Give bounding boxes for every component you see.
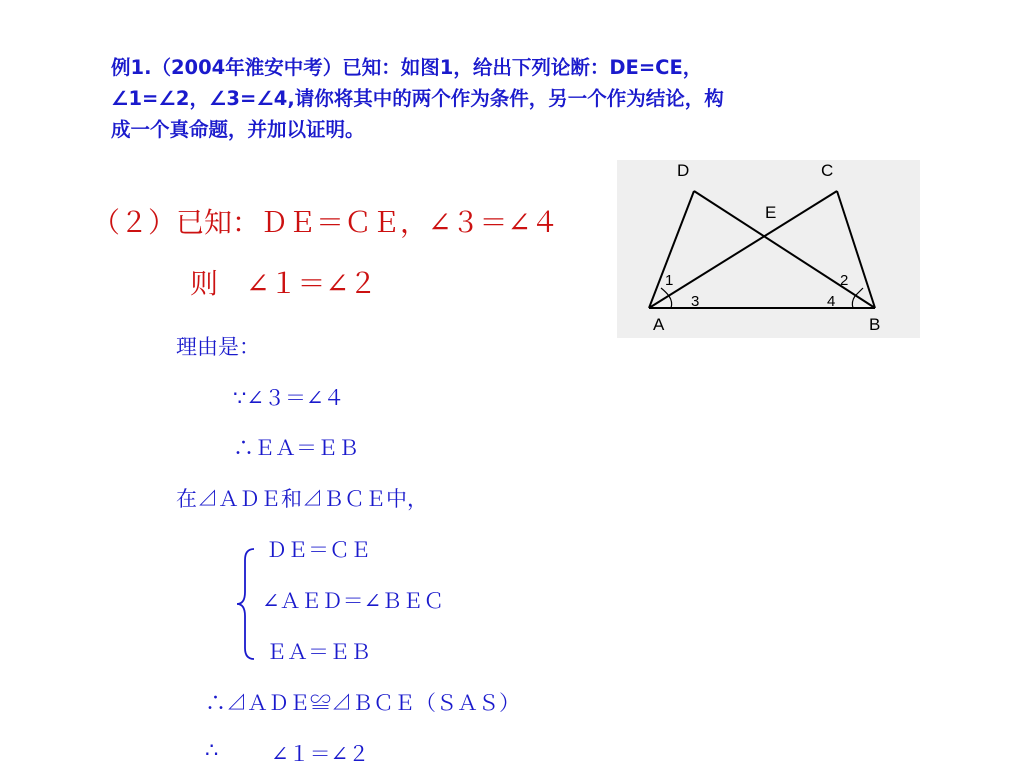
problem-text bbox=[111, 52, 891, 145]
figure-background bbox=[617, 160, 920, 338]
point-label-E: E bbox=[765, 203, 777, 222]
geometry-figure bbox=[617, 160, 920, 338]
proof-reason-label: 理由是： bbox=[176, 335, 260, 359]
condition-angle-aed-bec: ∠ＡＥＤ＝∠ＢＥＣ bbox=[262, 589, 445, 613]
condition-ea-eb: ＥＡ＝ＥＢ bbox=[266, 640, 371, 664]
proof-step-4: ∴⊿ＡＤＥ≌⊿ＢＣＥ（ＳＡＳ） bbox=[205, 691, 520, 715]
proof-step-1: ∵∠３＝∠４ bbox=[233, 386, 345, 410]
problem-line-3: 成一个真命题，并加以证明。 bbox=[111, 118, 365, 141]
conclusion-statement: 则 ∠１＝∠２ bbox=[190, 267, 377, 300]
therefore-symbol: ∴ bbox=[205, 738, 219, 762]
proof-step-2: ∴ＥＡ＝ＥＢ bbox=[233, 436, 359, 460]
angle-label-1: 1 bbox=[665, 272, 674, 289]
proof-step-5: ∠１＝∠２ bbox=[271, 742, 370, 766]
condition-de-ce: ＤＥ＝ＣＥ bbox=[266, 538, 371, 562]
given-statement: （２）已知：ＤＥ＝ＣＥ，∠３＝∠４ bbox=[92, 206, 559, 239]
point-label-B: B bbox=[869, 315, 881, 334]
angle-label-4: 4 bbox=[827, 293, 836, 310]
problem-line-2: ∠1=∠2，∠3=∠4,请你将其中的两个作为条件，另一个作为结论，构 bbox=[111, 87, 724, 110]
problem-line-1: 例1.（2004年淮安中考）已知：如图1，给出下列论断：DE=CE， bbox=[111, 56, 703, 79]
left-brace bbox=[234, 546, 258, 662]
point-label-D: D bbox=[677, 161, 690, 180]
angle-label-3: 3 bbox=[691, 293, 700, 310]
point-label-C: C bbox=[821, 161, 834, 180]
angle-label-2: 2 bbox=[840, 272, 849, 289]
point-label-A: A bbox=[653, 315, 665, 334]
proof-step-3: 在⊿ＡＤＥ和⊿ＢＣＥ中， bbox=[176, 487, 428, 511]
